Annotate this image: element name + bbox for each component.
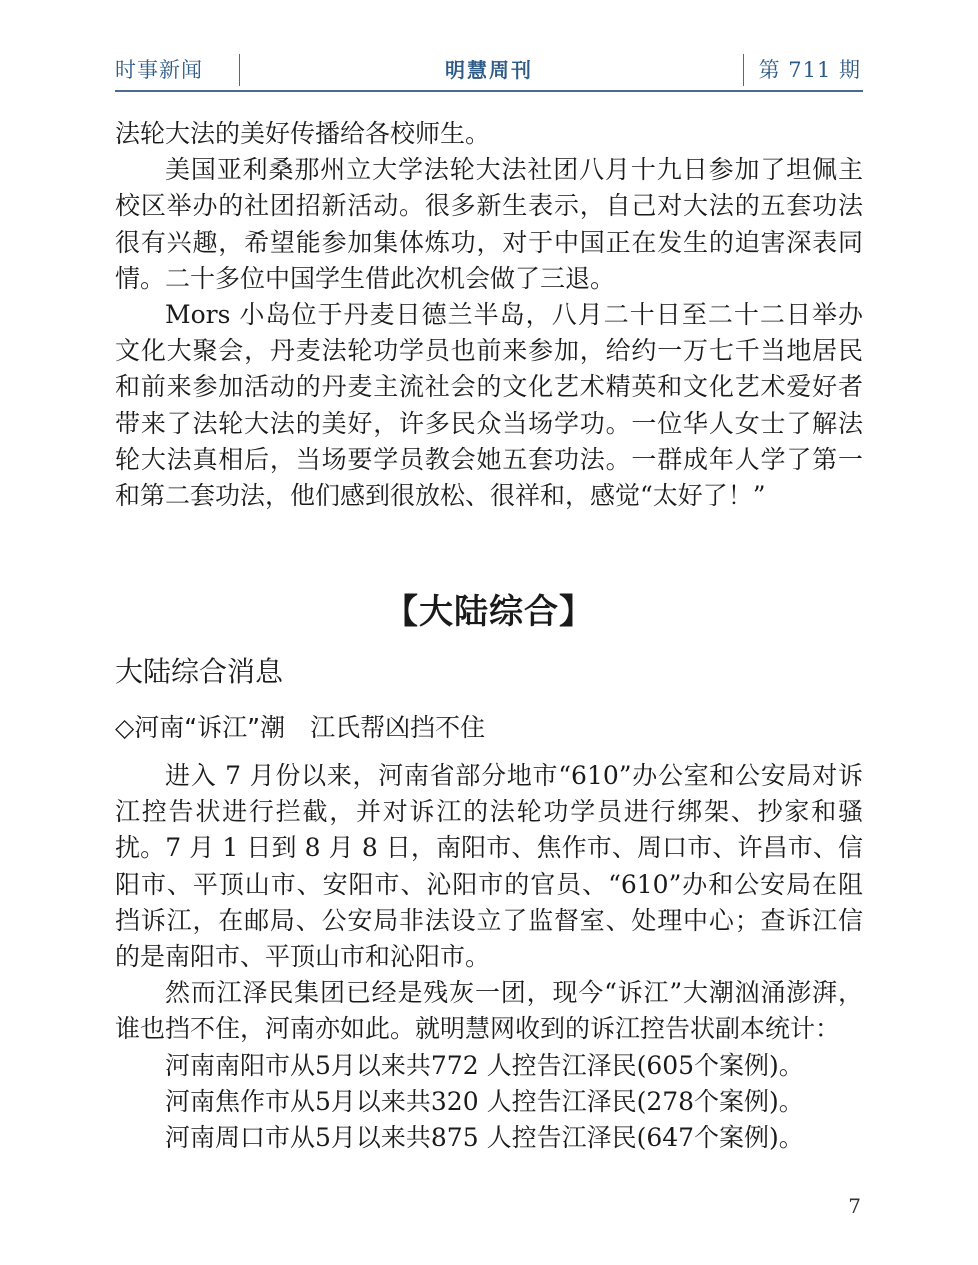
header-section-label: 时事新闻	[115, 58, 203, 82]
paragraph: 美国亚利桑那州立大学法轮大法社团八月十九日参加了坦佩主校区举办的社团招新活动。很多新生表示，自己对大法的五套功法很有兴趣，希望能参加集体炼功，对于中国正在发生的迫害深表同情。二十多位中国学生借此次机会做了三退。	[115, 155, 863, 293]
sub-heading: 大陆综合消息	[115, 655, 284, 688]
header-issue-number: 第 711 期	[758, 58, 861, 82]
paragraph: 然而江泽民集团已经是残灰一团，现今“诉江”大潮汹涌澎湃，谁也挡不住，河南亦如此。就明慧网收到的诉江控告状副本统计：	[115, 978, 863, 1044]
paragraph: 法轮大法的美好传播给各校师生。	[115, 119, 491, 148]
header-publication-title: 明慧周刊	[445, 58, 533, 82]
paragraph: Mors 小岛位于丹麦日德兰半岛，八月二十日至二十二日举办文化大聚会，丹麦法轮功学员也前来参加，给约一万七千当地居民和前来参加活动的丹麦主流社会的文化艺术精英和文化艺术爱好者带来了法轮大法的美好，许多民众当场学功。一位华人女士了解法轮大法真相后，当场要学员教会她五套功法。一群成年人学了第一和第二套功法，他们感到很放松、很祥和，感觉“太好了！”	[115, 300, 863, 511]
header-divider-right	[743, 54, 744, 86]
page-number: 7	[848, 1194, 861, 1218]
article-title: ◇河南“诉江”潮 江氏帮凶挡不住	[115, 713, 486, 742]
stat-line: 河南南阳市从5月以来共772 人控告江泽民(605个案例)。	[165, 1050, 804, 1080]
stat-line: 河南周口市从5月以来共875 人控告江泽民(647个案例)。	[165, 1123, 804, 1153]
continued-article-text	[115, 116, 863, 514]
section-title: 【大陆综合】	[384, 592, 594, 632]
article-body	[115, 758, 863, 1156]
page-header	[115, 48, 863, 92]
paragraph: 进入 7 月份以来，河南省部分地市“610”办公室和公安局对诉江控告状进行拦截，并对诉江的法轮功学员进行绑架、抄家和骚扰。7 月 1 日到 8 月 8 日，南阳市、焦作市、周口市、许昌市、信阳市、平顶山市、安阳市、沁阳市的官员、“610”办和公安局在阻挡诉江，在邮局、公安局非法设立了监督室、处理中心；查诉江信的是南阳市、平顶山市和沁阳市。	[115, 761, 863, 972]
stat-line: 河南焦作市从5月以来共320 人控告江泽民(278个案例)。	[165, 1086, 804, 1116]
